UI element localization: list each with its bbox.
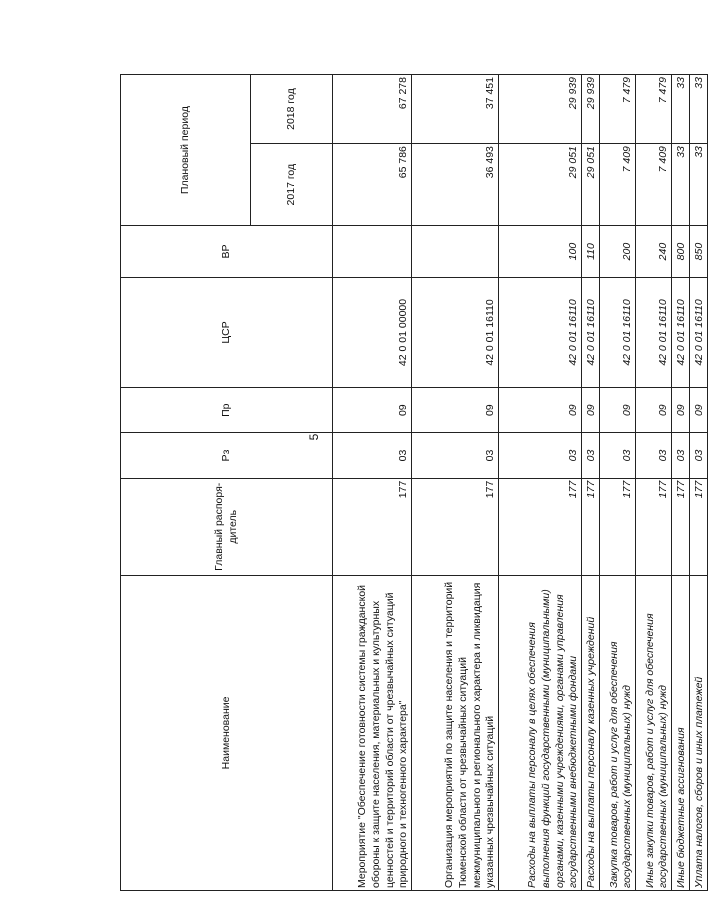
row-vr: 850 (690, 226, 708, 278)
row-pr: 09 (672, 388, 690, 433)
row-name: Иные закупки товаров, работ и услуг для обеспечения государственных (муниципальных) нужд (636, 575, 672, 890)
header-chief: Главный распоря-дитель (121, 478, 333, 575)
row-rz: 03 (636, 433, 672, 478)
row-name: Мероприятие "Обеспечение готовности системы гражданской обороны к защите населения, материальных и культурных ценностей и территорий области от чрезвычайных ситуаций природного и техногенного характера" (333, 575, 412, 890)
row-csr: 42 0 01 16110 (600, 277, 636, 387)
row-2018: 37 451 (412, 75, 499, 144)
row-name: Расходы на выплаты персоналу казенных учреждений (582, 575, 600, 890)
row-chief: 177 (600, 478, 636, 575)
row-chief: 177 (582, 478, 600, 575)
header-csr: ЦСР (121, 277, 333, 387)
row-pr: 09 (690, 388, 708, 433)
row-name: Организация мероприятий по защите населения и территорий Тюменской области от чрезвычайных ситуаций межмуниципального и регионального характера и ликвидация указанных чрезвычайных ситуаций (412, 575, 499, 890)
row-2018: 33 (690, 75, 708, 144)
row-pr: 09 (600, 388, 636, 433)
row-vr: 110 (582, 226, 600, 278)
row-2018: 29 939 (582, 75, 600, 144)
row-csr: 42 0 01 16110 (499, 277, 582, 387)
row-name: Расходы на выплаты персоналу в целях обеспечения выполнения функций государственными (муниципальными) органами, казенными учреждениями, органами управления государственными внебюджетными фондами (499, 575, 582, 890)
row-chief: 177 (499, 478, 582, 575)
table-row (499, 75, 582, 891)
row-2017: 36 493 (412, 144, 499, 226)
row-pr: 09 (499, 388, 582, 433)
budget-table (120, 74, 708, 891)
row-rz: 03 (690, 433, 708, 478)
row-pr: 09 (582, 388, 600, 433)
row-2017: 33 (672, 144, 690, 226)
row-2018: 33 (672, 75, 690, 144)
row-rz: 03 (672, 433, 690, 478)
row-2017: 33 (690, 144, 708, 226)
row-vr (333, 226, 412, 278)
row-chief: 177 (412, 478, 499, 575)
header-2018: 2018 год (251, 75, 333, 144)
row-rz: 03 (582, 433, 600, 478)
row-2018: 7 479 (636, 75, 672, 144)
table-row (672, 75, 690, 891)
header-rz: Рз (121, 433, 333, 478)
row-vr: 800 (672, 226, 690, 278)
table-row (412, 75, 499, 891)
row-name: Уплата налогов, сборов и иных платежей (690, 575, 708, 890)
row-pr: 09 (412, 388, 499, 433)
header-2017: 2017 год (251, 144, 333, 226)
row-chief: 177 (636, 478, 672, 575)
row-2017: 29 051 (582, 144, 600, 226)
row-vr: 100 (499, 226, 582, 278)
row-chief: 177 (672, 478, 690, 575)
row-chief: 177 (690, 478, 708, 575)
row-csr: 42 0 01 16110 (412, 277, 499, 387)
header-vr: ВР (121, 226, 333, 278)
row-rz: 03 (499, 433, 582, 478)
row-rz: 03 (600, 433, 636, 478)
row-chief: 177 (333, 478, 412, 575)
table-row (582, 75, 600, 891)
row-pr: 09 (636, 388, 672, 433)
row-2018: 29 939 (499, 75, 582, 144)
row-pr: 09 (333, 388, 412, 433)
row-2017: 7 409 (636, 144, 672, 226)
row-name: Иные бюджетные ассигнования (672, 575, 690, 890)
row-name: Закупка товаров, работ и услуг для обеспечения государственных (муниципальных) нужд (600, 575, 636, 890)
header-period: Плановый период (121, 75, 251, 226)
header-name: Наименование (121, 575, 333, 890)
header-pr: Пр (121, 388, 333, 433)
row-vr: 200 (600, 226, 636, 278)
row-2017: 7 409 (600, 144, 636, 226)
row-2017: 29 051 (499, 144, 582, 226)
page-number: 5 (307, 433, 321, 441)
row-csr: 42 0 01 16110 (582, 277, 600, 387)
row-csr: 42 0 01 16110 (690, 277, 708, 387)
row-csr: 42 0 01 16110 (636, 277, 672, 387)
row-rz: 03 (412, 433, 499, 478)
table-row (690, 75, 708, 891)
budget-table-container (120, 74, 706, 891)
table-row (333, 75, 412, 891)
table-row (600, 75, 636, 891)
row-2018: 67 278 (333, 75, 412, 144)
row-2018: 7 479 (600, 75, 636, 144)
row-vr (412, 226, 499, 278)
row-2017: 65 786 (333, 144, 412, 226)
row-vr: 240 (636, 226, 672, 278)
row-csr: 42 0 01 00000 (333, 277, 412, 387)
row-rz: 03 (333, 433, 412, 478)
row-csr: 42 0 01 16110 (672, 277, 690, 387)
table-row (636, 75, 672, 891)
